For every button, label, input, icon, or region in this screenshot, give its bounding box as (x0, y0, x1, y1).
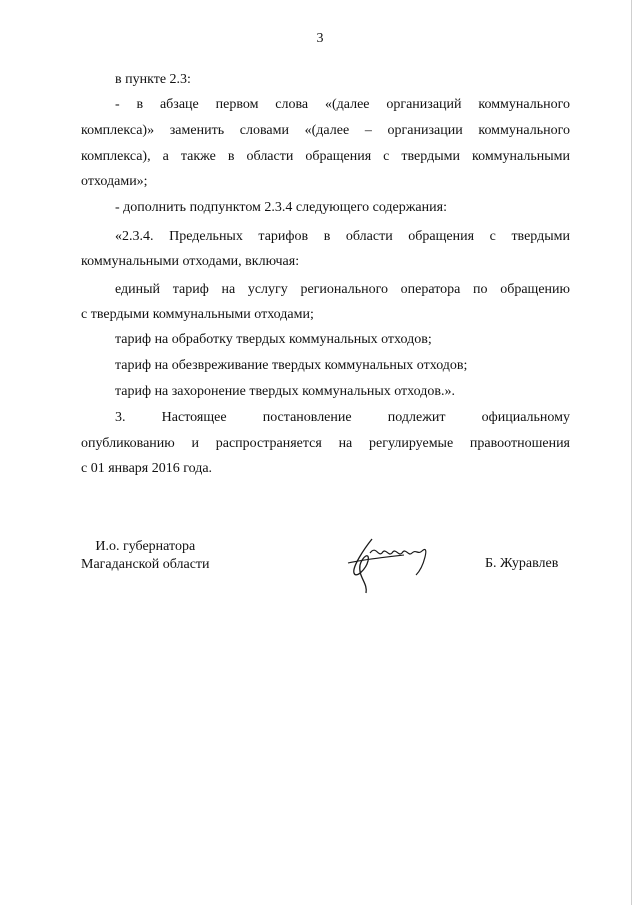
text-line: в пункте 2.3: (115, 72, 191, 87)
text-line: опубликованию и распространяется на регулируемые правоотношения (81, 436, 570, 451)
text-line: - дополнить подпунктом 2.3.4 следующего содержания: (115, 200, 447, 215)
handwritten-signature (346, 527, 431, 597)
signatory-position (81, 538, 210, 574)
text-line: «2.3.4. Предельных тарифов в области обращения с твердыми (115, 229, 570, 244)
text-line: тариф на обезвреживание твердых коммунальных отходов; (115, 358, 468, 373)
text-line: тариф на захоронение твердых коммунальных отходов.». (115, 384, 455, 399)
text-line: отходами»; (81, 174, 148, 189)
page-number: 3 (316, 31, 324, 46)
position-line: И.о. губернатора (95, 539, 196, 554)
text-line: единый тариф на услугу регионального оператора по обращению (115, 282, 570, 297)
text-line: - в абзаце первом слова «(далее организаций коммунального (115, 97, 570, 112)
text-line: с 01 января 2016 года. (81, 461, 213, 476)
text-line: 3. Настоящее постановление подлежит официальному (115, 410, 570, 425)
text-line: с твердыми коммунальными отходами; (81, 307, 314, 322)
text-line: комплекса), а также в области обращения с твердыми коммунальными (81, 149, 570, 164)
position-line: Магаданской области (81, 557, 210, 572)
text-line: тариф на обработку твердых коммунальных отходов; (115, 332, 432, 347)
signatory-name: Б. Журавлев (485, 556, 559, 571)
scan-edge-line (631, 0, 632, 905)
text-line: коммунальными отходами, включая: (81, 254, 300, 269)
text-line: комплекса)» заменить словами «(далее – организации коммунального (81, 123, 570, 138)
